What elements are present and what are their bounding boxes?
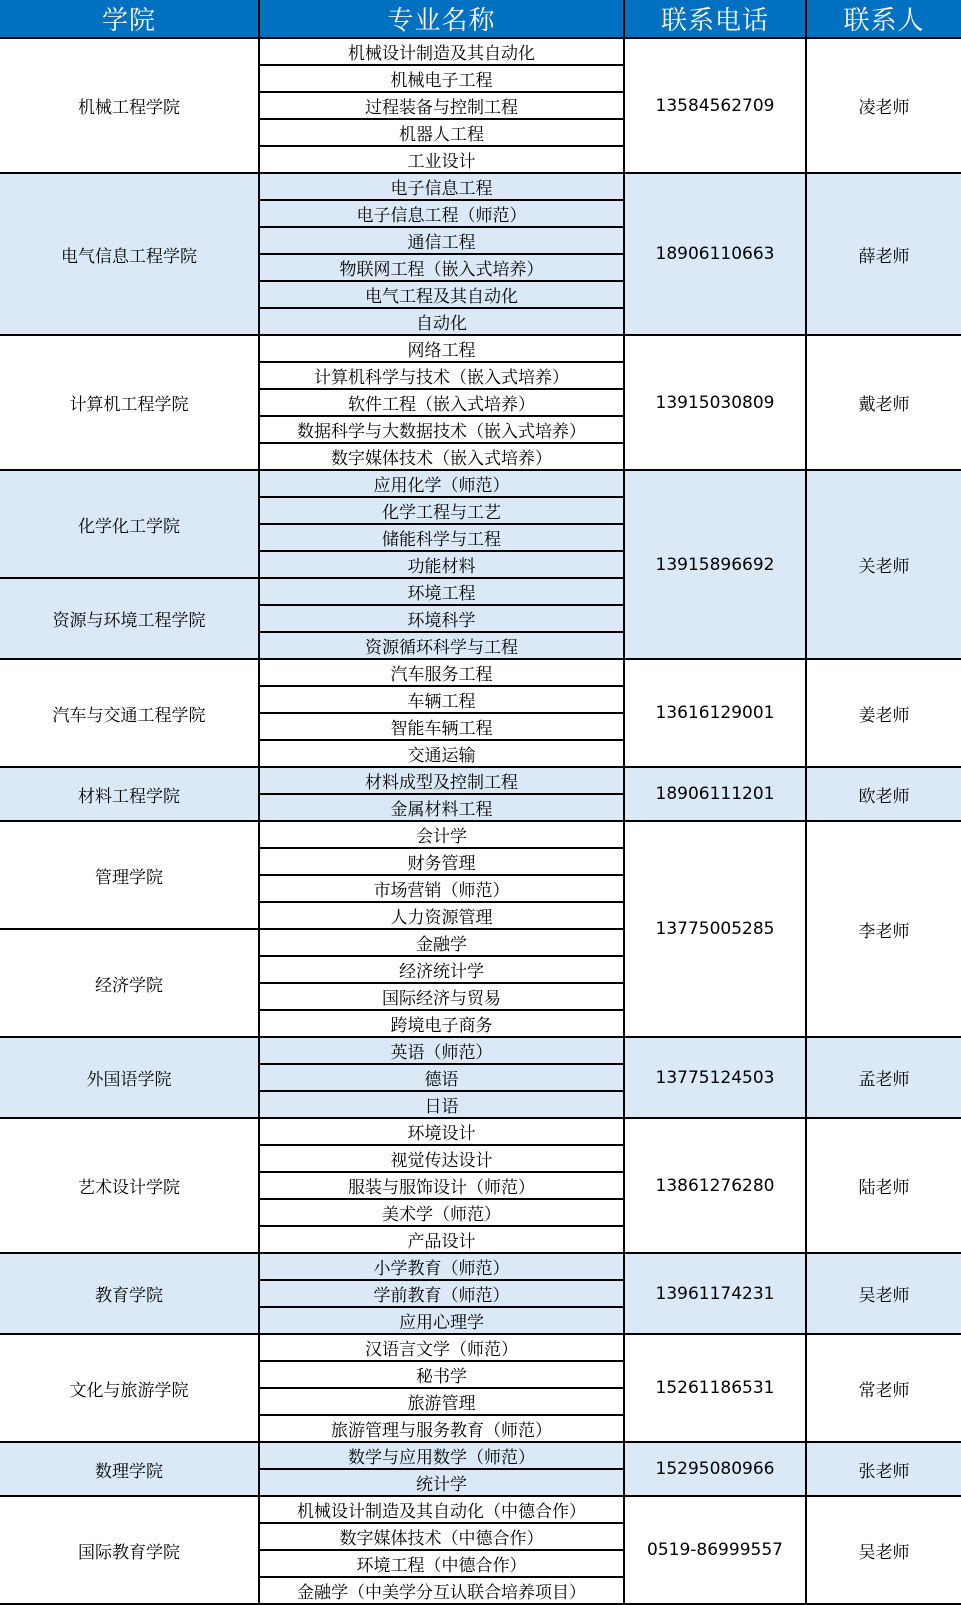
header-college: 学院 xyxy=(0,0,259,38)
table-row xyxy=(0,1496,961,1523)
phone-cell: 13861276280 xyxy=(624,1118,806,1253)
contact-cell: 张老师 xyxy=(806,1442,961,1496)
phone-cell: 13961174231 xyxy=(624,1253,806,1334)
major-cell: 应用化学（师范） xyxy=(259,470,624,497)
major-cell: 功能材料 xyxy=(259,551,624,578)
header-phone: 联系电话 xyxy=(624,0,806,38)
major-cell: 智能车辆工程 xyxy=(259,713,624,740)
major-cell: 数字媒体技术（中德合作） xyxy=(259,1523,624,1550)
major-cell: 人力资源管理 xyxy=(259,902,624,929)
phone-cell: 13775124503 xyxy=(624,1037,806,1118)
contact-cell: 吴老师 xyxy=(806,1496,961,1604)
major-cell: 数据科学与大数据技术（嵌入式培养） xyxy=(259,416,624,443)
major-cell: 过程装备与控制工程 xyxy=(259,92,624,119)
major-cell: 秘书学 xyxy=(259,1361,624,1388)
phone-cell: 13616129001 xyxy=(624,659,806,767)
major-cell: 英语（师范） xyxy=(259,1037,624,1064)
college-cell: 管理学院 xyxy=(0,821,259,929)
major-cell: 工业设计 xyxy=(259,146,624,173)
major-cell: 交通运输 xyxy=(259,740,624,767)
major-cell: 化学工程与工艺 xyxy=(259,497,624,524)
phone-cell: 15295080966 xyxy=(624,1442,806,1496)
major-cell: 电子信息工程 xyxy=(259,173,624,200)
contact-cell: 凌老师 xyxy=(806,38,961,173)
header-contact: 联系人 xyxy=(806,0,961,38)
college-cell: 计算机工程学院 xyxy=(0,335,259,470)
contact-cell: 陆老师 xyxy=(806,1118,961,1253)
phone-cell: 0519-86999557 xyxy=(624,1496,806,1604)
table-row xyxy=(0,659,961,686)
major-cell: 环境科学 xyxy=(259,605,624,632)
table-row xyxy=(0,1118,961,1145)
major-cell: 汽车服务工程 xyxy=(259,659,624,686)
college-cell: 化学化工学院 xyxy=(0,470,259,578)
major-cell: 通信工程 xyxy=(259,227,624,254)
table-row xyxy=(0,335,961,362)
major-cell: 资源循环科学与工程 xyxy=(259,632,624,659)
major-cell: 跨境电子商务 xyxy=(259,1010,624,1037)
major-cell: 环境工程 xyxy=(259,578,624,605)
college-cell: 经济学院 xyxy=(0,929,259,1037)
table-row xyxy=(0,38,961,65)
contact-cell: 戴老师 xyxy=(806,335,961,470)
major-cell: 计算机科学与技术（嵌入式培养） xyxy=(259,362,624,389)
phone-cell: 18906111201 xyxy=(624,767,806,821)
header-row xyxy=(0,0,961,38)
major-cell: 电气工程及其自动化 xyxy=(259,281,624,308)
contact-cell: 孟老师 xyxy=(806,1037,961,1118)
major-cell: 软件工程（嵌入式培养） xyxy=(259,389,624,416)
major-cell: 会计学 xyxy=(259,821,624,848)
major-cell: 数字媒体技术（嵌入式培养） xyxy=(259,443,624,470)
major-cell: 储能科学与工程 xyxy=(259,524,624,551)
college-cell: 汽车与交通工程学院 xyxy=(0,659,259,767)
college-cell: 外国语学院 xyxy=(0,1037,259,1118)
major-cell: 机械电子工程 xyxy=(259,65,624,92)
major-cell: 机器人工程 xyxy=(259,119,624,146)
major-cell: 机械设计制造及其自动化（中德合作） xyxy=(259,1496,624,1523)
major-cell: 学前教育（师范） xyxy=(259,1280,624,1307)
contact-cell: 姜老师 xyxy=(806,659,961,767)
major-cell: 金属材料工程 xyxy=(259,794,624,821)
major-cell: 旅游管理与服务教育（师范） xyxy=(259,1415,624,1442)
major-cell: 金融学（中美学分互认联合培养项目） xyxy=(259,1577,624,1604)
major-cell: 经济统计学 xyxy=(259,956,624,983)
major-cell: 电子信息工程（师范） xyxy=(259,200,624,227)
contact-cell: 薛老师 xyxy=(806,173,961,335)
major-cell: 财务管理 xyxy=(259,848,624,875)
major-cell: 视觉传达设计 xyxy=(259,1145,624,1172)
college-cell: 教育学院 xyxy=(0,1253,259,1334)
major-cell: 车辆工程 xyxy=(259,686,624,713)
table-row xyxy=(0,767,961,794)
table-row xyxy=(0,173,961,200)
phone-cell: 13584562709 xyxy=(624,38,806,173)
contact-cell: 欧老师 xyxy=(806,767,961,821)
college-cell: 材料工程学院 xyxy=(0,767,259,821)
major-cell: 金融学 xyxy=(259,929,624,956)
major-cell: 机械设计制造及其自动化 xyxy=(259,38,624,65)
table-row xyxy=(0,470,961,497)
contact-cell: 吴老师 xyxy=(806,1253,961,1334)
major-cell: 汉语言文学（师范） xyxy=(259,1334,624,1361)
major-cell: 旅游管理 xyxy=(259,1388,624,1415)
major-cell: 材料成型及控制工程 xyxy=(259,767,624,794)
college-cell: 机械工程学院 xyxy=(0,38,259,173)
table-body xyxy=(0,38,961,1604)
major-cell: 日语 xyxy=(259,1091,624,1118)
header-major: 专业名称 xyxy=(259,0,624,38)
college-cell: 文化与旅游学院 xyxy=(0,1334,259,1442)
table-row xyxy=(0,1442,961,1469)
contact-cell: 李老师 xyxy=(806,821,961,1037)
phone-cell: 13775005285 xyxy=(624,821,806,1037)
major-cell: 统计学 xyxy=(259,1469,624,1496)
college-cell: 艺术设计学院 xyxy=(0,1118,259,1253)
major-cell: 德语 xyxy=(259,1064,624,1091)
major-cell: 市场营销（师范） xyxy=(259,875,624,902)
major-cell: 服装与服饰设计（师范） xyxy=(259,1172,624,1199)
table-row xyxy=(0,1334,961,1361)
major-cell: 小学教育（师范） xyxy=(259,1253,624,1280)
table-row xyxy=(0,821,961,848)
table-row xyxy=(0,1037,961,1064)
phone-cell: 18906110663 xyxy=(624,173,806,335)
major-cell: 应用心理学 xyxy=(259,1307,624,1334)
major-cell: 国际经济与贸易 xyxy=(259,983,624,1010)
phone-cell: 15261186531 xyxy=(624,1334,806,1442)
major-cell: 环境设计 xyxy=(259,1118,624,1145)
major-cell: 环境工程（中德合作） xyxy=(259,1550,624,1577)
table-row xyxy=(0,1253,961,1280)
major-cell: 产品设计 xyxy=(259,1226,624,1253)
college-cell: 国际教育学院 xyxy=(0,1496,259,1604)
contact-cell: 关老师 xyxy=(806,470,961,659)
major-cell: 网络工程 xyxy=(259,335,624,362)
phone-cell: 13915030809 xyxy=(624,335,806,470)
major-cell: 美术学（师范） xyxy=(259,1199,624,1226)
major-cell: 数学与应用数学（师范） xyxy=(259,1442,624,1469)
major-cell: 自动化 xyxy=(259,308,624,335)
college-cell: 数理学院 xyxy=(0,1442,259,1496)
college-cell: 电气信息工程学院 xyxy=(0,173,259,335)
phone-cell: 13915896692 xyxy=(624,470,806,659)
college-cell: 资源与环境工程学院 xyxy=(0,578,259,659)
major-cell: 物联网工程（嵌入式培养） xyxy=(259,254,624,281)
contact-cell: 常老师 xyxy=(806,1334,961,1442)
